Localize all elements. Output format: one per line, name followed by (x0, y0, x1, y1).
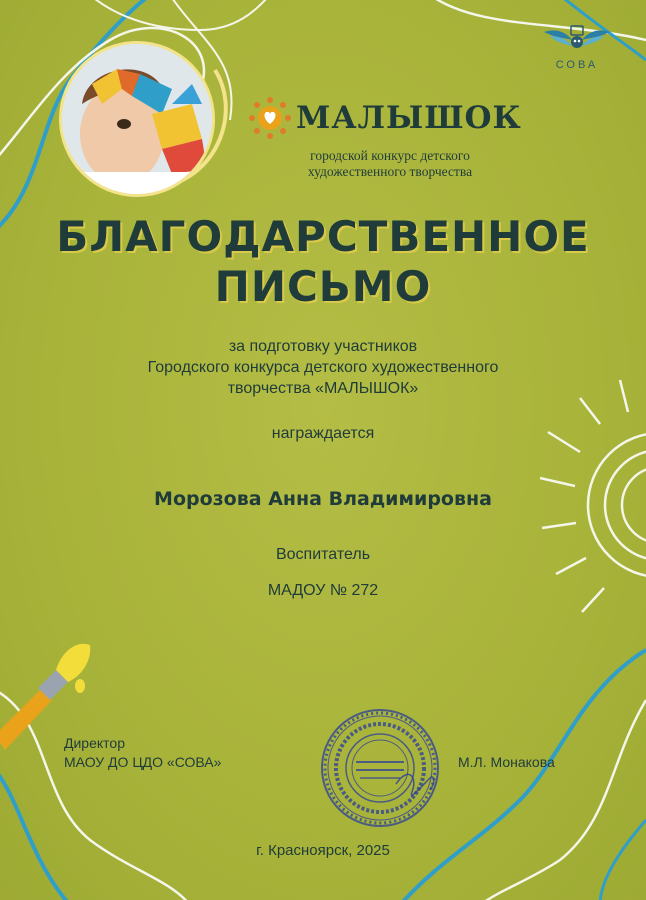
heading-line2: ПИСЬМО (214, 262, 432, 311)
director-block (64, 734, 221, 772)
lead-line2: Городского конкурса детского художественного (147, 359, 499, 376)
child-photo (62, 44, 212, 194)
sun-logo-icon (248, 96, 292, 140)
stamp-seal (318, 706, 442, 830)
sova-logo (532, 22, 622, 71)
owl-logo-icon (542, 22, 612, 54)
heading-line1: БЛАГОДАРСТВЕННОЕ (56, 212, 590, 261)
lead-line3: творчества «МАЛЫШОК» (227, 380, 419, 397)
recipient-position: Воспитатель (275, 546, 371, 563)
awarded-text: награждается (271, 425, 375, 442)
lead-line1: за подготовку участников (228, 338, 418, 355)
contest-logo-title: МАЛЫШОК (296, 100, 522, 136)
recipient-name: Морозова Анна Владимировна (154, 488, 492, 510)
contest-logo (248, 96, 522, 140)
city-year: г. Красноярск, 2025 (256, 842, 390, 859)
sova-logo-name: СОВА (555, 59, 599, 71)
contest-subtitle-line1: городской конкурс детского (310, 148, 470, 163)
director-org: МАОУ ДО ЦДО «СОВА» (64, 754, 222, 770)
director-role: Директор (64, 735, 125, 751)
contest-subtitle-line2: художественного творчества (307, 164, 473, 179)
lead-text (60, 336, 586, 399)
signer-name: М.Л. Монакова (458, 754, 555, 770)
contest-subtitle (250, 148, 530, 180)
recipient-organization: МАДОУ № 272 (267, 582, 379, 599)
